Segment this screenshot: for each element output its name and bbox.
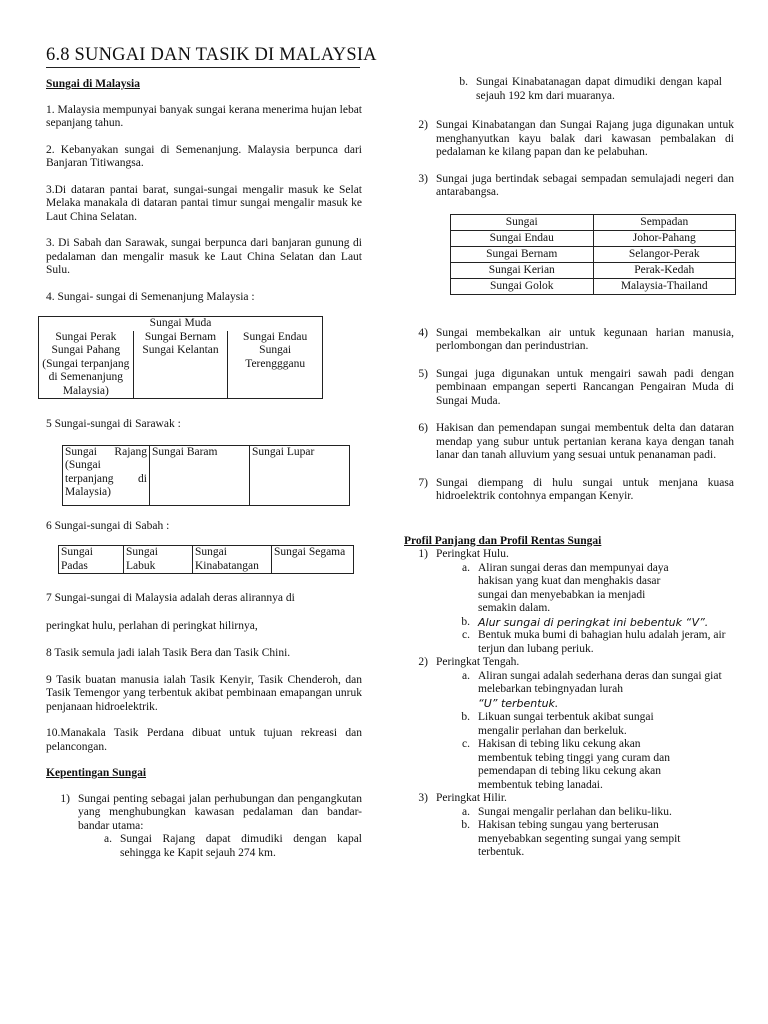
- table-semenanjung-rivers: [38, 316, 323, 399]
- paragraph-8: 8 Tasik semula jadi ialah Tasik Bera dan Tasik Chini.: [46, 647, 291, 659]
- table-sabah-rivers: [58, 545, 354, 574]
- table-cell: Sungai Kelantan: [133, 344, 228, 399]
- list-text: Hakisan di tebing liku cekung akan membentuk tebing tinggi yang curam dan pemendapan di tebing liku cekung akan membentuk tebing lanadai.: [478, 738, 670, 791]
- table-cell: Sungai Endau: [228, 331, 323, 345]
- list-text: Sungai membekalkan air untuk kegunaan harian manusia, perlombongan dan perindustrian.: [436, 326, 734, 352]
- table-cell: Sungai Padas: [59, 546, 124, 574]
- paragraph-7b: peringkat hulu, perlahan di peringkat hilirnya,: [46, 619, 258, 632]
- table-cell: Sungai Rajang (Sungai terpanjang di Malaysia): [63, 445, 150, 505]
- list-letter: a.: [462, 669, 470, 682]
- list-item: [404, 119, 734, 160]
- title-underline: [46, 67, 360, 68]
- table-cell: Sungai Baram: [150, 445, 250, 505]
- list-item: [404, 477, 734, 504]
- list-text: Peringkat Tengah.: [436, 656, 520, 668]
- list-text: “U” terbentuk.: [478, 696, 559, 710]
- list-number: 1): [418, 548, 428, 560]
- paragraph-6: 6 Sungai-sungai di Sabah :: [46, 519, 170, 532]
- paragraph-2: 2. Kebanyakan sungai di Semenanjung. Malaysia berpunca dari Banjaran Titiwangsa.: [46, 143, 362, 169]
- table-cell: Sungai Pahang (Sungai terpanjang di Semenanjung Malaysia): [39, 344, 134, 399]
- list-text: Hakisan dan pemendapan sungai membentuk delta dan dataran mendap yang subur untuk pertanian kerana kaya dengan tanah lanar dan tanah alluvium yang sesuai untuk penanaman padi.: [436, 422, 734, 461]
- table-cell: Sungai Segama: [272, 546, 354, 574]
- list-subitem: [404, 616, 734, 630]
- list-number: 2): [418, 119, 428, 131]
- paragraph-9: 9 Tasik buatan manusia ialah Tasik Kenyir, Tasik Chenderoh, dan Tasik Temengor yang terbentuk akibat pembinaan emapangan unruk penjanaan hidroelektrik.: [46, 673, 362, 713]
- list-item: [404, 792, 734, 806]
- paragraph-10: 10.Manakala Tasik Perdana dibuat untuk tujuan rekreasi dan pelancongan.: [46, 727, 362, 753]
- list-text: Sungai juga digunakan untuk mengairi sawah padi dengan pembinaan empangan seperti Rancangan Pengairan Muda di Sungai Muda.: [436, 367, 734, 407]
- list-subitem: [404, 629, 734, 656]
- table-header-cell: Sempadan: [593, 214, 736, 230]
- list-letter: a.: [104, 833, 112, 845]
- list-number: 2): [418, 656, 428, 668]
- table-cell: Malaysia-Thailand: [593, 278, 736, 294]
- paragraph-1: 1. Malaysia mempunyai banyak sungai kerana menerima hujan lebat sepanjang tahun.: [46, 103, 362, 129]
- list-text-group: [478, 670, 734, 712]
- table-sarawak-rivers: [62, 445, 350, 506]
- list-item: [404, 422, 734, 463]
- table-cell: Sungai Bernam: [451, 246, 594, 262]
- list-number: 3): [418, 792, 428, 804]
- list-text: Aliran sungai deras dan mempunyai daya hakisan yang kuat dan menghakis dasar sungai dan menyebabkan ia menjadi semakin dalam.: [478, 561, 669, 614]
- right-column: [404, 76, 734, 860]
- table-cell: Johor-Pahang: [593, 230, 736, 246]
- table-cell: Sungai Muda: [39, 317, 323, 331]
- list-letter: b.: [461, 711, 470, 723]
- paragraph-7a: 7 Sungai-sungai di Malaysia adalah deras alirannya di: [46, 592, 295, 604]
- list-number: 1): [60, 792, 70, 805]
- table-header-cell: Sungai: [451, 214, 594, 230]
- table-cell: Sungai Endau: [451, 230, 594, 246]
- table-cell: Selangor-Perak: [593, 246, 736, 262]
- table-row: [451, 246, 736, 262]
- heading-kepentingan-sungai: Kepentingan Sungai: [46, 767, 147, 779]
- list-subitem: [404, 670, 734, 712]
- left-column: [42, 78, 362, 860]
- list-item: [46, 793, 362, 834]
- list-subitem: [404, 819, 734, 860]
- list-text: Peringkat Hilir.: [436, 792, 507, 804]
- list-text: Peringkat Hulu.: [436, 548, 509, 560]
- list-number: 6): [418, 422, 428, 434]
- list-number: 4): [418, 326, 428, 339]
- paragraph-5: 5 Sungai-sungai di Sarawak :: [46, 418, 181, 430]
- paragraph-4: 4. Sungai- sungai di Semenanjung Malaysia :: [46, 290, 255, 303]
- table-cell: Sungai Perak: [39, 331, 134, 345]
- list-letter: b.: [459, 76, 468, 88]
- table-cell: Sungai Labuk: [124, 546, 193, 574]
- list-subitem: [404, 738, 734, 792]
- list-text: Sungai penting sebagai jalan perhubungan dan pengangkutan yang menghubungkan kawasan pedalaman dan bandar-bandar utama:: [78, 792, 362, 832]
- heading-sungai-di-malaysia: Sungai di Malaysia: [46, 78, 140, 90]
- list-item: [404, 368, 734, 409]
- table-sempadan: [450, 214, 736, 295]
- list-text: Bentuk muka bumi di bahagian hulu adalah jeram, air terjun dan lubang periuk.: [478, 629, 726, 655]
- list-text: Aliran sungai adalah sederhana deras dan sungai giat melebarkan tebingnyadan lurah: [478, 669, 722, 695]
- list-item: [404, 656, 734, 670]
- list-subitem: [404, 76, 734, 103]
- list-text: Likuan sungai terbentuk akibat sungai mengalir perlahan dan berkeluk.: [478, 711, 654, 737]
- list-item: [404, 327, 734, 354]
- list-text: Alur sungai di peringkat ini bebentuk “V”.: [478, 615, 709, 629]
- table-cell: Sungai Bernam: [133, 331, 228, 345]
- list-letter: a.: [462, 561, 470, 574]
- list-letter: c.: [462, 738, 470, 750]
- table-row: [451, 278, 736, 294]
- list-text: Hakisan tebing sungau yang berterusan menyebabkan segenting sungai yang sempit terbentuk.: [478, 819, 681, 858]
- table-cell: Sungai Golok: [451, 278, 594, 294]
- list-letter: b.: [461, 615, 470, 628]
- list-number: 5): [418, 367, 428, 380]
- list-letter: c.: [462, 629, 470, 641]
- list-number: 3): [418, 172, 428, 185]
- table-cell: Sungai Kerian: [451, 262, 594, 278]
- list-text: Sungai mengalir perlahan dan beliku-liku.: [478, 805, 672, 818]
- page-title: 6.8 SUNGAI DAN TASIK DI MALAYSIA: [46, 45, 377, 65]
- table-row: [451, 230, 736, 246]
- list-subitem: [46, 833, 362, 860]
- list-text: Sungai Kinabatanagan dapat dimudiki dengan kapal sejauh 192 km dari muaranya.: [476, 76, 722, 102]
- table-cell: Perak-Kedah: [593, 262, 736, 278]
- paragraph-3: 3.Di dataran pantai barat, sungai-sungai mengalir masuk ke Selat Melaka manakala di dataran pantai timur sungai mengalir masuk ke Laut China Selatan.: [46, 183, 362, 223]
- list-text: Sungai diempang di hulu sungai untuk menjana kuasa hidroelektrik contohnya empangan Kenyir.: [436, 476, 734, 502]
- list-letter: a.: [462, 805, 470, 818]
- table-cell: Sungai Lupar: [250, 445, 350, 505]
- table-cell: Sungai Kinabatangan: [193, 546, 272, 574]
- table-cell: Sungai Terenggganu: [228, 344, 323, 399]
- heading-profil-sungai: Profil Panjang dan Profil Rentas Sungai: [404, 534, 602, 547]
- list-subitem: [404, 562, 734, 616]
- list-item: [404, 548, 734, 562]
- list-subitem: [404, 711, 734, 738]
- paragraph-3b: 3. Di Sabah dan Sarawak, sungai berpunca dari banjaran gunung di pedalaman dan mengalir masuk ke Laut China Selatan dan Laut Sulu.: [46, 237, 362, 276]
- table-row: [451, 262, 736, 278]
- list-subitem: [404, 806, 734, 820]
- list-text: Sungai Kinabatangan dan Sungai Rajang juga digunakan untuk menghanyutkan kayu balak dari kawasan pembalakan di pedalaman ke kilang papan dan ke pelabuhan.: [436, 119, 734, 158]
- list-number: 7): [418, 476, 428, 489]
- list-letter: b.: [461, 819, 470, 831]
- list-text: Sungai juga bertindak sebagai sempadan semulajadi negeri dan antarabangsa.: [436, 172, 734, 198]
- list-text: Sungai Rajang dapat dimudiki dengan kapal sehingga ke Kapit sejauh 274 km.: [120, 833, 362, 859]
- list-item: [404, 173, 734, 200]
